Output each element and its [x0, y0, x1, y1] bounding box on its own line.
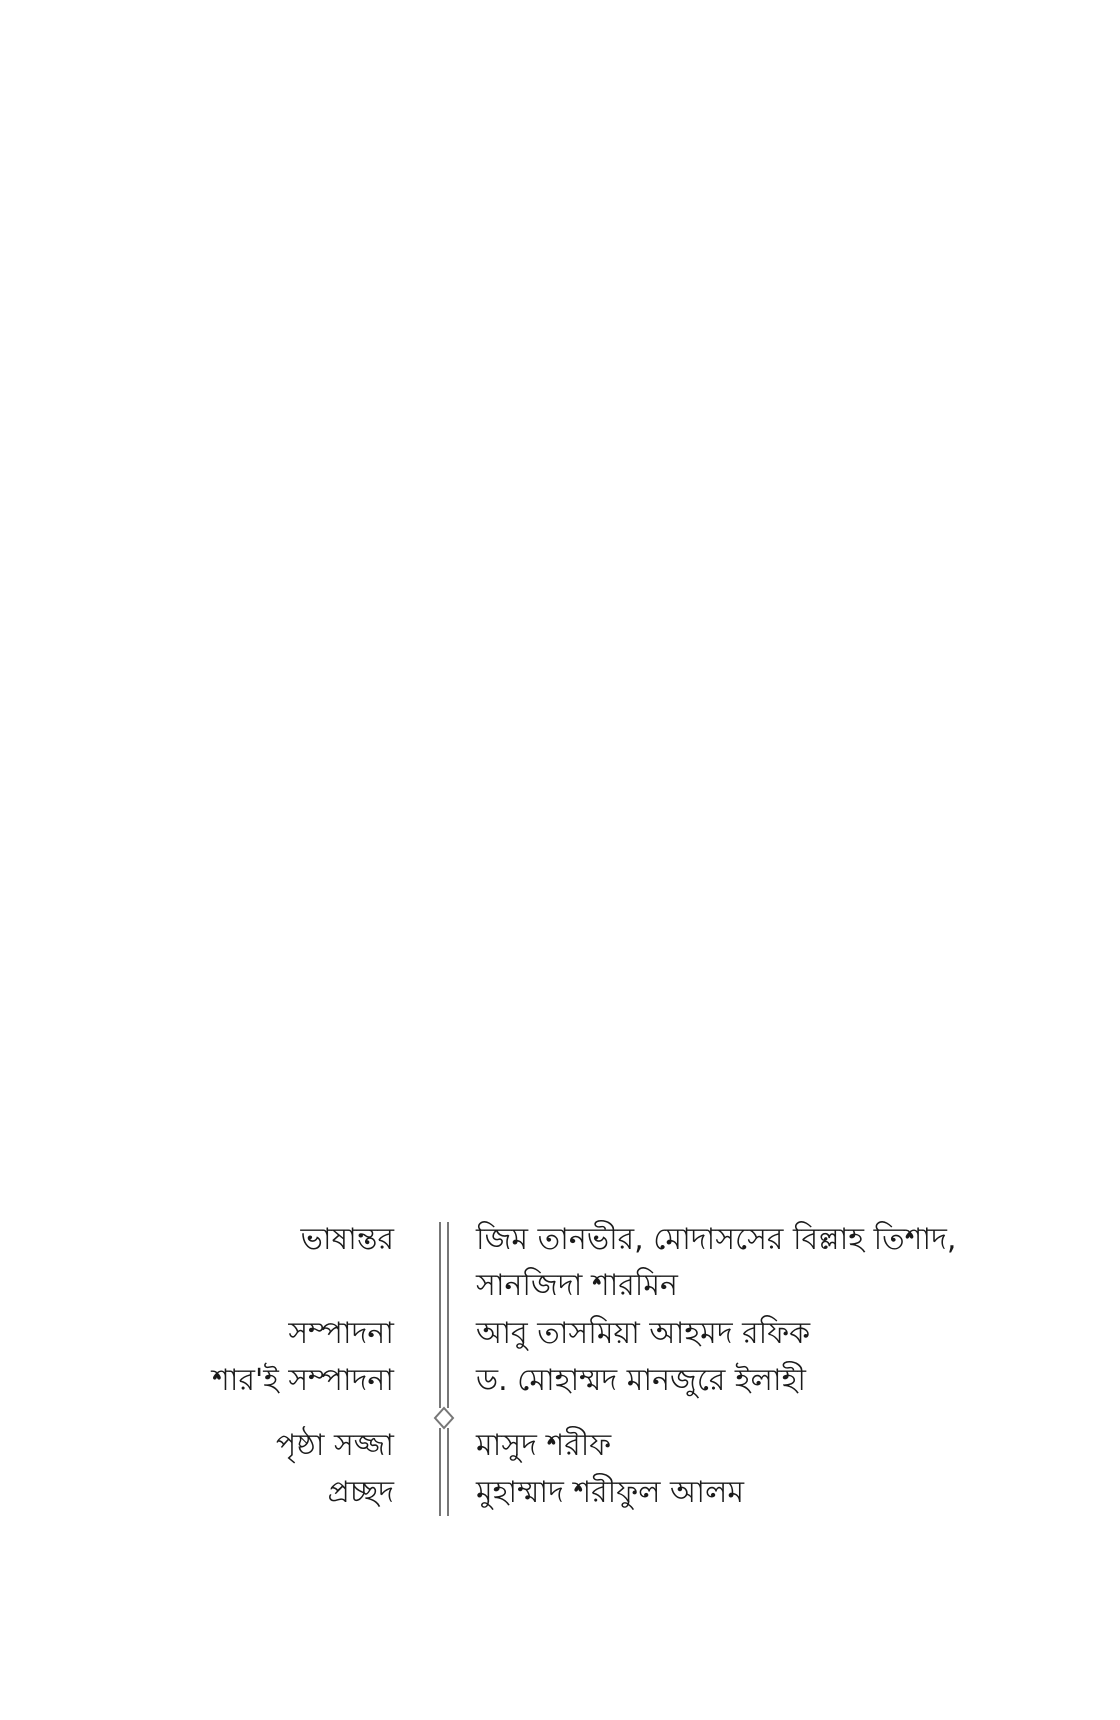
credits-block — [0, 1218, 1120, 1518]
credit-role-sharia-editing: শার'ই সম্পাদনা — [212, 1363, 394, 1398]
credit-role-page-layout: পৃষ্ঠা সজ্জা — [275, 1428, 394, 1463]
divider-diamond-icon — [435, 1408, 453, 1428]
credit-row-editing — [0, 1312, 1120, 1356]
ornamental-divider — [432, 1222, 456, 1516]
credit-row-page-layout — [0, 1424, 1120, 1468]
credit-names-translation-line-1: জিম তানভীর, মোদাসসের বিল্লাহ তিশাদ, — [476, 1222, 957, 1257]
credit-role-translation: ভাষান্তর — [300, 1222, 394, 1257]
credit-names-editing: আবু তাসমিয়া আহমদ রফিক — [476, 1316, 811, 1351]
credit-row-translation — [0, 1218, 1120, 1262]
credit-row-translation-continued — [0, 1264, 1120, 1308]
credit-names-page-layout: মাসুদ শরীফ — [476, 1428, 612, 1463]
credit-row-cover — [0, 1471, 1120, 1515]
credit-role-editing: সম্পাদনা — [288, 1316, 394, 1351]
credit-names-cover: মুহাম্মাদ শরীফুল আলম — [476, 1475, 745, 1510]
credit-names-translation-line-2: সানজিদা শারমিন — [476, 1268, 678, 1303]
credit-row-sharia-editing — [0, 1359, 1120, 1403]
credit-role-cover: প্রচ্ছদ — [327, 1475, 394, 1510]
credit-names-sharia-editing: ড. মোহাম্মদ মানজুরে ইলাহী — [476, 1363, 806, 1398]
